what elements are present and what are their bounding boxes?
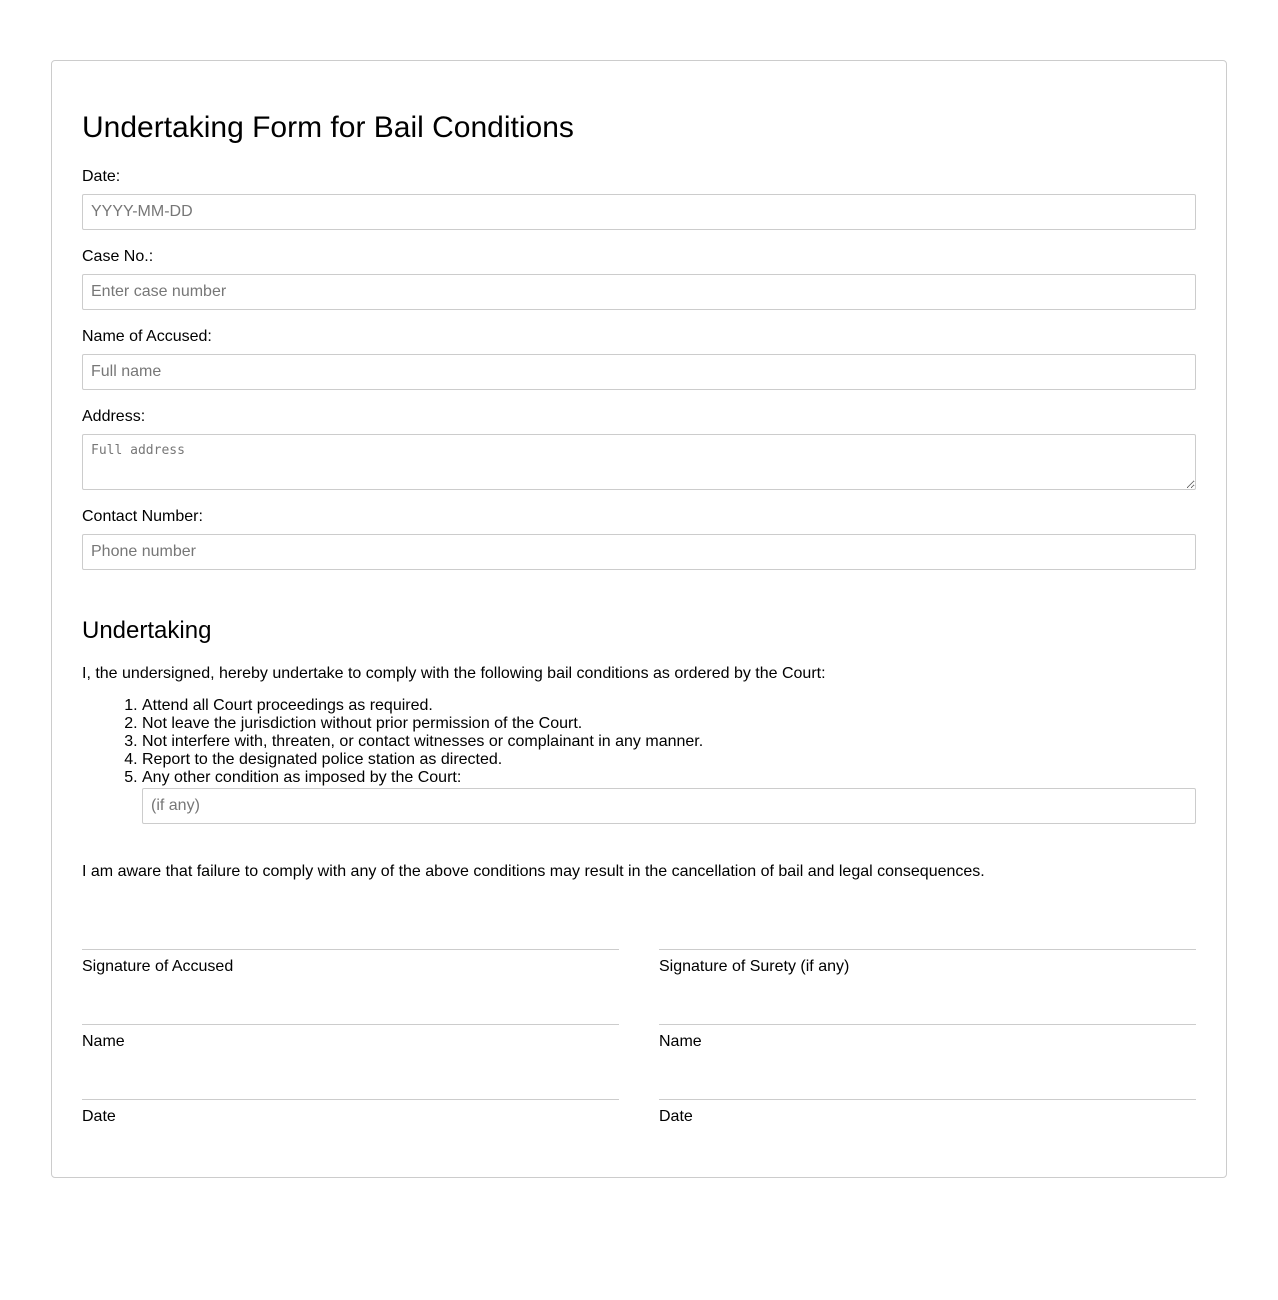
case-no-input[interactable] [82, 274, 1196, 310]
page-title: Undertaking Form for Bail Conditions [82, 111, 574, 144]
bail-undertaking-form [51, 60, 1227, 1178]
undertaking-heading: Undertaking [82, 617, 212, 644]
surety-name-line: Name [659, 1024, 1196, 1051]
accused-name-field-group [82, 328, 1196, 390]
condition-item: 3. Not interfere with, threaten, or contact witnesses or complainant in any manner. [142, 733, 1196, 751]
contact-input[interactable] [82, 534, 1196, 570]
condition-item: 1. Attend all Court proceedings as required. [142, 697, 1196, 715]
accused-name-label: Name of Accused: [82, 328, 212, 345]
accused-date-line: Date [82, 1099, 619, 1126]
case-no-label: Case No.: [82, 248, 154, 265]
address-textarea[interactable] [82, 434, 1196, 490]
address-field-group [82, 408, 1196, 490]
conditions-list [82, 697, 1196, 824]
date-field-group [82, 168, 1196, 230]
signature-accused-line: Signature of Accused [82, 949, 619, 976]
condition-text: Any other condition as imposed by the Court: [142, 769, 462, 786]
contact-label: Contact Number: [82, 508, 203, 525]
condition-item: 4. Report to the designated police station as directed. [142, 751, 1196, 769]
contact-field-group [82, 508, 1196, 570]
signature-surety-line: Signature of Surety (if any) [659, 949, 1196, 976]
condition-item [142, 769, 1196, 824]
surety-date-line: Date [659, 1099, 1196, 1126]
accused-name-line: Name [82, 1024, 619, 1051]
date-input[interactable] [82, 194, 1196, 230]
accused-name-input[interactable] [82, 354, 1196, 390]
case-no-field-group [82, 248, 1196, 310]
address-label: Address: [82, 408, 146, 425]
date-label: Date: [82, 168, 121, 185]
other-condition-input[interactable] [142, 788, 1196, 824]
awareness-statement: I am aware that failure to comply with any of the above conditions may result in the cancellation of bail and legal consequences. [82, 863, 985, 880]
condition-item: 2. Not leave the jurisdiction without prior permission of the Court. [142, 715, 1196, 733]
undertaking-intro: I, the undersigned, hereby undertake to comply with the following bail conditions as ordered by the Court: [82, 665, 826, 682]
